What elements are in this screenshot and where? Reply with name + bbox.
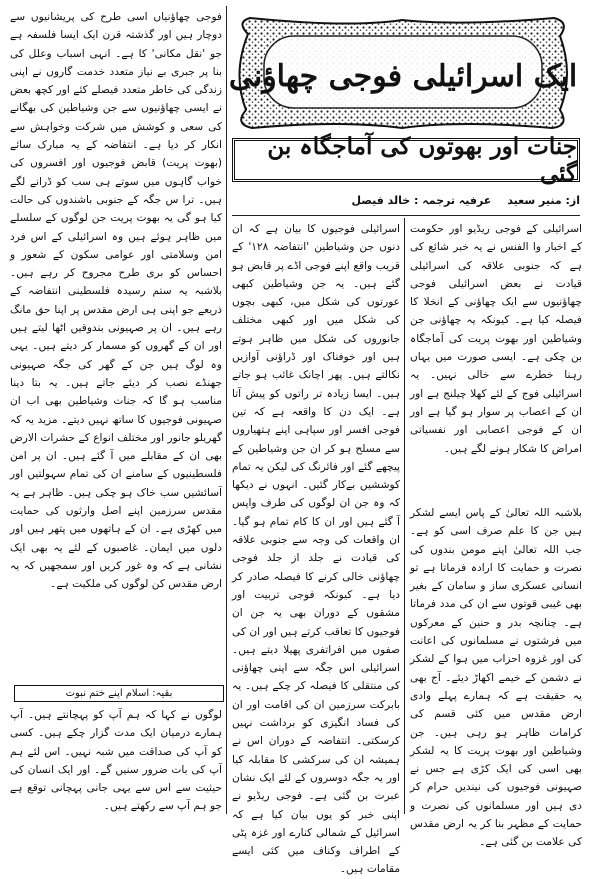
article-column-left-bottom: [10, 706, 222, 812]
headline-sub: جنات اور بھوتوں کی آماجگاہ بن گئی: [267, 133, 577, 187]
rule-under-byline: [232, 215, 580, 216]
paragraph: بلاشبہ اللہ تعالیٰ کے پاس ایسے لشکر ہیں جن کا علم صرف اسی کو ہے۔ جب اللہ تعالیٰ اپنے مومن بندوں کی نصرت و حمایت کا ارادہ فرماتا ہے تو انسانی عسکری ساز و سامان کے بغیر بھی غیبی قوتوں سے ان کی مدد فرماتا ہے۔ چنانچہ بدر و حنین کے معرکوں میں فرشتوں نے مسلمانوں کی اعانت کی اور غزوہ احزاب میں ہوا کے لشکر نے دشمن کے خیمے اکھاڑ دیئے۔ آج بھی یہ حقیقت ہے کہ ہمارے پہلے وادی ارض مقدس میں کئی قسم کی کرامات ظاہر ہو رہی ہیں۔ جن وشیاطین اور بھوت پریت کا یہ لشکر بھی اسی کی ایک کڑی ہے جس نے صہیونی فوجیوں کی نیندیں حرام کر دی ہیں اور مسلمانوں کی نصرت و حمایت کے مظہر بنا کر یہ ارض مقدس کی علامت بن گئی ہے۔: [410, 507, 582, 849]
article-column-right-lower: [410, 504, 582, 849]
byline: [232, 186, 580, 214]
column-divider-2: [404, 218, 405, 814]
continuation-label: [14, 685, 224, 702]
headline-main: ایک اسرائیلی فوجی چھاؤنی: [228, 59, 578, 94]
column-divider-1: [226, 6, 227, 814]
article-column-right: [410, 220, 582, 500]
paragraph: اسرائیلی کے فوجی ریڈیو اور حکومت کے اخبار وا الفنس نے یہ خبر شائع کی ہے کہ جنوبی علاقہ کی اسرائیلی قیادت نے بعض اسرائیلی فوجی چھاؤنیوں سے ایک چھاؤنی کے انخلا کا فیصلہ کیا ہے۔ کیونکہ یہ چھاؤنی جن وشیاطین اور بھوت پریت کی آماجگاہ بن چکی ہے۔ ایسی صورت میں یہاں رہنا خطرے سے خالی نہیں۔ یہ اسرائیلی فوج کے لئے کھلا چیلنج ہے اور ان کے اعصاب پر سوار ہو گیا ہے اور ان کے فوجی اعصابی اور نفسیاتی امراض کا شکار ہونے لگے ہیں۔: [410, 223, 582, 455]
byline-author: از: منیر سعید: [507, 193, 580, 207]
continuation-label-text: بقیہ: اسلام اپنے ختم نبوت: [65, 688, 173, 699]
byline-translator: عرفیہ ترجمہ : خالد فیصل: [351, 193, 492, 207]
article-column-left: [10, 8, 222, 680]
paragraph: لوگوں نے کہا کہ ہم آپ کو پہچانتے ہیں۔ آپ ہمارے درمیان ایک مدت گزار چکے ہیں۔ کسی کو آپ کی صداقت میں شبہ نہیں۔ اس لئے ہم آپ کی بات ضرور سنیں گے۔ اور ایک انسان کی حیثیت سے اس سے یہی جانی پہچانی توقع ہے جو ہم آپ سے رکھتے ہیں۔: [10, 709, 222, 813]
article-column-middle: [232, 220, 401, 876]
headline-banner: [228, 14, 578, 132]
headline-sub-box: [232, 133, 580, 187]
paragraph: اسرائیلی فوجیوں کا بیان ہے کہ ان دنوں جن وشیاطین 'انتفاضہ ۱۲۸' کے قریب واقع اپنے فوجی اڈے پر قابض ہو گئے ہیں۔ یہ جن وشیاطین کبھی عورتوں کی شکل میں، کبھی بچوں کی شکل میں اور کبھی مختلف جانوروں کی شکل میں ظاہر ہوتے ہیں اور خوفناک اور ڈراؤنی آوازیں نکالتے ہیں۔ پھر اچانک غائب ہو جاتے ہیں۔ ایسا زیادہ تر راتوں کو پیش آتا ہے۔ ایک دن کا واقعہ ہے کہ تین فوجی افسر اور سپاہی اپنے ہتھیاروں سے مسلح ہو کر ان جن وشیاطین کے پیچھے گئے اور فائرنگ کی لیکن یہ تمام کوششیں بےکار گئیں۔ انہوں نے دیکھا کہ وہ جن ان لوگوں کی طرف واپس آ گئے ہیں اور ان کا کام تمام ہو گیا۔ ان واقعات کی وجہ سے جنوبی علاقہ کی قیادت نے جلد از جلد فوجی چھاؤنی خالی کرنے کا فیصلہ صادر کر دیا ہے۔ کیونکہ فوجی تربیت اور مشقوں کے دوران بھی یہ جن ان فوجیوں کا تعاقب کرتے ہیں اور ان کی صفوں میں افراتفری پھیلا دیتے ہیں۔ اسرائیلی اس جگہ سے اپنی چھاؤنی کی منتقلی کا فیصلہ کر چکے ہیں۔ یہ بابرکت سرزمین ان کی اقامت اور ان کی فساد انگیزی کو برداشت نہیں کرسکتی۔ انتفاضہ کے دوران اس نے ہمیشہ ان کی سرکشی کا مقابلہ کیا اور یہ جگہ دوسروں کے لئے ایک نشان عبرت بن گئی ہے۔ فوجی ریڈیو نے اپنی خبر کو یوں بیان کیا ہے کہ اسرائیل کے شمالی کنارے اور غزہ پٹی کے اطراف وکناف میں کئی ایسے مقامات ہیں۔: [232, 223, 401, 876]
paragraph: فوجی چھاؤنیاں اسی طرح کی پریشانیوں سے دوچار ہیں اور گذشتہ قرن ایک ایسا فلسفہ ہے جو 'نقل مکانی' کا ہے۔ انہی اسباب وعلل کی بنا پر جبری بے نیاز متعدد خدمت گاروں نے اپنی زندگی کی خاطر متعدد فیصلے کئے اور کچھ بعض نے ایسی چھاؤنیوں سے جن وشیاطین کی بھگانے کی سعی و کوشش میں شرکت وخواہش سے انکار کر دیا ہے۔ انتفاضہ کے یہ مبارک سائے (بھوت پریت) قابض فوجیوں اور افسروں کی خواب گاہوں میں سوتے ہی سب کو ڈرانے لگے ہیں۔ ترا س جگہ کے جنوبی باشندوں کی حالت کیا ہو گی یہ بھوت پریت جن لوگوں کے سلسلے میں ظاہر ہوئے ہیں وہ اسرائیلی کے اس فرد امن وسلامتی اور عوامی سکون کے شعور و احساس کو بری طرح مجروح کر رہے ہیں۔ بلاشبہ یہ ستم رسیدہ فلسطینی انتفاضہ کے ذریعے جو اپنی ہی ارض مقدس پر اپنا حق مانگ رہے ہیں۔ ان پر صہیونی بندوقیں اٹھا لیتے ہیں اور ان کے گھروں کو مسمار کر دیتے ہیں۔ یہی وہ لوگ ہیں جن کے گھر کی جگہ صہیونی جھنڈے نصب کر دیئے جاتے ہیں۔ یہ بتا دینا مناسب ہو گا کہ جنات وشیاطین بھی اب ان صہیونی فوجیوں کا ساتھ نہیں دیتے۔ مزید یہ کہ گھریلو جانور اور مختلف انواع کے حشرات الارض بھی ان کے مقابلے میں آ گئے ہیں۔ ان پر امن فلسطینیوں کے سامنے ان کی تمام سہولتیں اور آسائشیں سب خاک ہو چکی ہیں۔ ظاہر ہے یہ مقدس سرزمین اپنے اصل وارثوں کی حمایت میں کھڑی ہے۔ ان کے ہاتھوں میں پتھر ہیں اور دلوں میں ایمان۔ غاصبوں کے لئے یہ بھی ایک نشانی ہے کہ وہ غور کریں اور سمجھیں کہ یہ ارض مقدس کن لوگوں کی ملکیت ہے۔: [10, 11, 222, 591]
